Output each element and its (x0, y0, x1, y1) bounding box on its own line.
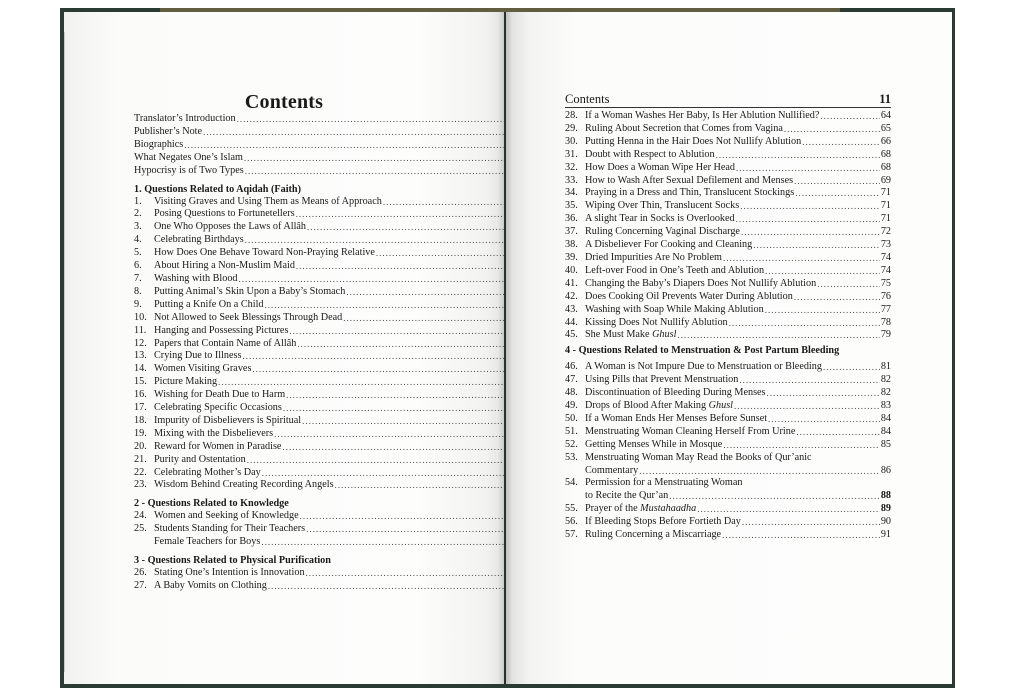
toc-entry: 10. Not Allowed to Seek Blessings Through Dead ..... (134, 312, 504, 325)
toc-left (134, 113, 504, 593)
toc-entry: 45. She Must Make Ghusl ..... 79 (565, 329, 891, 342)
toc-entry: 2. Posing Questions to Fortunetellers ..... (134, 208, 504, 221)
left-page (64, 12, 504, 684)
toc-entry: 40. Left-over Food in One’s Teeth and Ablution ..... 74 (565, 265, 891, 278)
toc-entry: 19. Mixing with the Disbelievers ..... (134, 428, 504, 441)
toc-entry: 22. Celebrating Mother’s Day ..... (134, 467, 504, 480)
toc-entry: 13. Crying Due to Illness ..... (134, 350, 504, 363)
toc-entry: 49. Drops of Blood After Making Ghusl ..... 83 (565, 400, 891, 413)
page-number: 11 (879, 92, 891, 106)
toc-entry: 7. Washing with Blood ..... (134, 273, 504, 286)
running-head-title: Contents (565, 92, 610, 106)
front-matter-list (134, 113, 504, 178)
section-heading-2: 2 - Questions Related to Knowledge (134, 498, 289, 510)
toc-entry: 26. Stating One’s Intention is Innovation ..... (134, 567, 504, 580)
toc-entry: 21. Purity and Ostentation ..... (134, 454, 504, 467)
list-d (565, 516, 891, 542)
toc-entry: What Negates One’s Islam ..... (134, 152, 504, 165)
toc-entry: 34. Praying in a Dress and Thin, Translucent Stockings ..... 71 (565, 187, 891, 200)
section-heading-4: 4 - Questions Related to Menstruation & Post Partum Bleeding (565, 345, 840, 357)
toc-entry: 51. Menstruating Woman Cleaning Herself From Urine ..... 84 (565, 426, 891, 439)
toc-entry: Translator’s Introduction ..... (134, 113, 504, 126)
toc-entry: 44. Kissing Does Not Nullify Ablution ..... 78 (565, 317, 891, 330)
toc-entry: 14. Women Visiting Graves ..... (134, 363, 504, 376)
toc-entry: 15. Picture Making ..... (134, 376, 504, 389)
toc-entry: 12. Papers that Contain Name of Allâh ..... (134, 338, 504, 351)
toc-entry: 1. Visiting Graves and Using Them as Means of Approach ..... (134, 196, 504, 209)
toc-entry: 8. Putting Animal’s Skin Upon a Baby’s Stomach ..... (134, 286, 504, 299)
toc-entry: 5. How Does One Behave Toward Non-Praying Relative ..... (134, 247, 504, 260)
toc-entry: 35. Wiping Over Thin, Translucent Socks ..... 71 (565, 200, 891, 213)
toc-entry: 38. A Disbeliever For Cooking and Cleaning ..... 73 (565, 239, 891, 252)
toc-right (565, 91, 891, 542)
right-page (506, 12, 952, 684)
toc-entry: 37. Ruling Concerning Vaginal Discharge ..... 72 (565, 226, 891, 239)
toc-entry: 56. If Bleeding Stops Before Fortieth Day ..... 90 (565, 516, 891, 529)
toc-entry: Hypocrisy is of Two Types ..... (134, 165, 504, 178)
toc-entry: 42. Does Cooking Oil Prevents Water During Ablution ..... 76 (565, 291, 891, 304)
toc-entry: Female Teachers for Boys ..... (134, 536, 504, 549)
toc-entry: 52. Getting Menses While in Mosque ..... 85 (565, 439, 891, 452)
toc-entry: 24. Women and Seeking of Knowledge ..... (134, 510, 504, 523)
section-3-list (134, 567, 504, 593)
toc-entry: 16. Wishing for Death Due to Harm ..... (134, 389, 504, 402)
toc-entry: 25. Students Standing for Their Teachers ..... (134, 523, 504, 536)
toc-entry: 27. A Baby Vomits on Clothing ..... (134, 580, 504, 593)
running-head (565, 91, 891, 108)
toc-entry: Biographics ..... (134, 139, 504, 152)
section-heading-1: 1. Questions Related to Aqidah (Faith) (134, 183, 301, 195)
toc-entry: 48. Discontinuation of Bleeding During Menses ..... 82 (565, 387, 891, 400)
toc-entry: 4. Celebrating Birthdays ..... (134, 234, 504, 247)
toc-entry: 31. Doubt with Respect to Ablution ..... 68 (565, 149, 891, 162)
toc-entry: 39. Dried Impurities Are No Problem ..... 74 (565, 252, 891, 265)
toc-entry-continued: to Recite the Qur’an ..... 88 (565, 490, 891, 503)
toc-entry: 55. Prayer of the Mustahaadha ..... 89 (565, 503, 891, 516)
toc-entry: 43. Washing with Soap While Making Ablution ..... 77 (565, 304, 891, 317)
toc-entry: 46. A Woman is Not Impure Due to Menstruation or Bleeding ..... 81 (565, 361, 891, 374)
toc-entry: 20. Reward for Women in Paradise ..... (134, 441, 504, 454)
book-gutter (498, 12, 512, 684)
list-c (565, 413, 891, 452)
toc-entry: 28. If a Woman Washes Her Baby, Is Her Ablution Nullified? ..... 64 (565, 110, 891, 123)
page-edges (64, 32, 75, 672)
toc-entry: 32. How Does a Woman Wipe Her Head ..... 68 (565, 162, 891, 175)
toc-entry: 47. Using Pills that Prevent Menstruation ..... 82 (565, 374, 891, 387)
toc-entry: 53. Menstruating Woman May Read the Books of Qur’anic (565, 451, 812, 463)
toc-entry: 36. A slight Tear in Socks is Overlooked ..... 71 (565, 213, 891, 226)
toc-entry: 54. Permission for a Menstruating Woman (565, 477, 743, 489)
toc-entry: 30. Putting Henna in the Hair Does Not Nullify Ablution ..... 66 (565, 136, 891, 149)
toc-entry: 11. Hanging and Possessing Pictures ..... (134, 325, 504, 338)
list-b (565, 361, 891, 400)
toc-entry: 18. Impurity of Disbelievers is Spiritual ..... (134, 415, 504, 428)
section-1-list (134, 196, 504, 493)
toc-entry: 57. Ruling Concerning a Miscarriage ..... 91 (565, 529, 891, 542)
section-heading-3: 3 - Questions Related to Physical Purification (134, 555, 331, 567)
toc-entry: 33. How to Wash After Sexual Defilement and Menses ..... 69 (565, 175, 891, 188)
toc-entry: 41. Changing the Baby’s Diapers Does Not Nullify Ablution ..... 75 (565, 278, 891, 291)
list-a (565, 110, 891, 329)
toc-entry-continued: Commentary ..... 86 (565, 465, 891, 478)
page-title: Contents (244, 91, 324, 113)
section-2-list (134, 510, 504, 549)
toc-entry: 9. Putting a Knife On a Child ..... (134, 299, 504, 312)
toc-entry: 17. Celebrating Specific Occasions ..... (134, 402, 504, 415)
toc-entry: 6. About Hiring a Non-Muslim Maid ..... (134, 260, 504, 273)
toc-entry: 29. Ruling About Secretion that Comes from Vagina ..... 65 (565, 123, 891, 136)
toc-entry: 3. One Who Opposes the Laws of Allâh ..... (134, 221, 504, 234)
toc-entry: Publisher’s Note ..... (134, 126, 504, 139)
toc-entry: 50. If a Woman Ends Her Menses Before Sunset ..... 84 (565, 413, 891, 426)
toc-entry: 23. Wisdom Behind Creating Recording Angels ..... (134, 479, 504, 492)
